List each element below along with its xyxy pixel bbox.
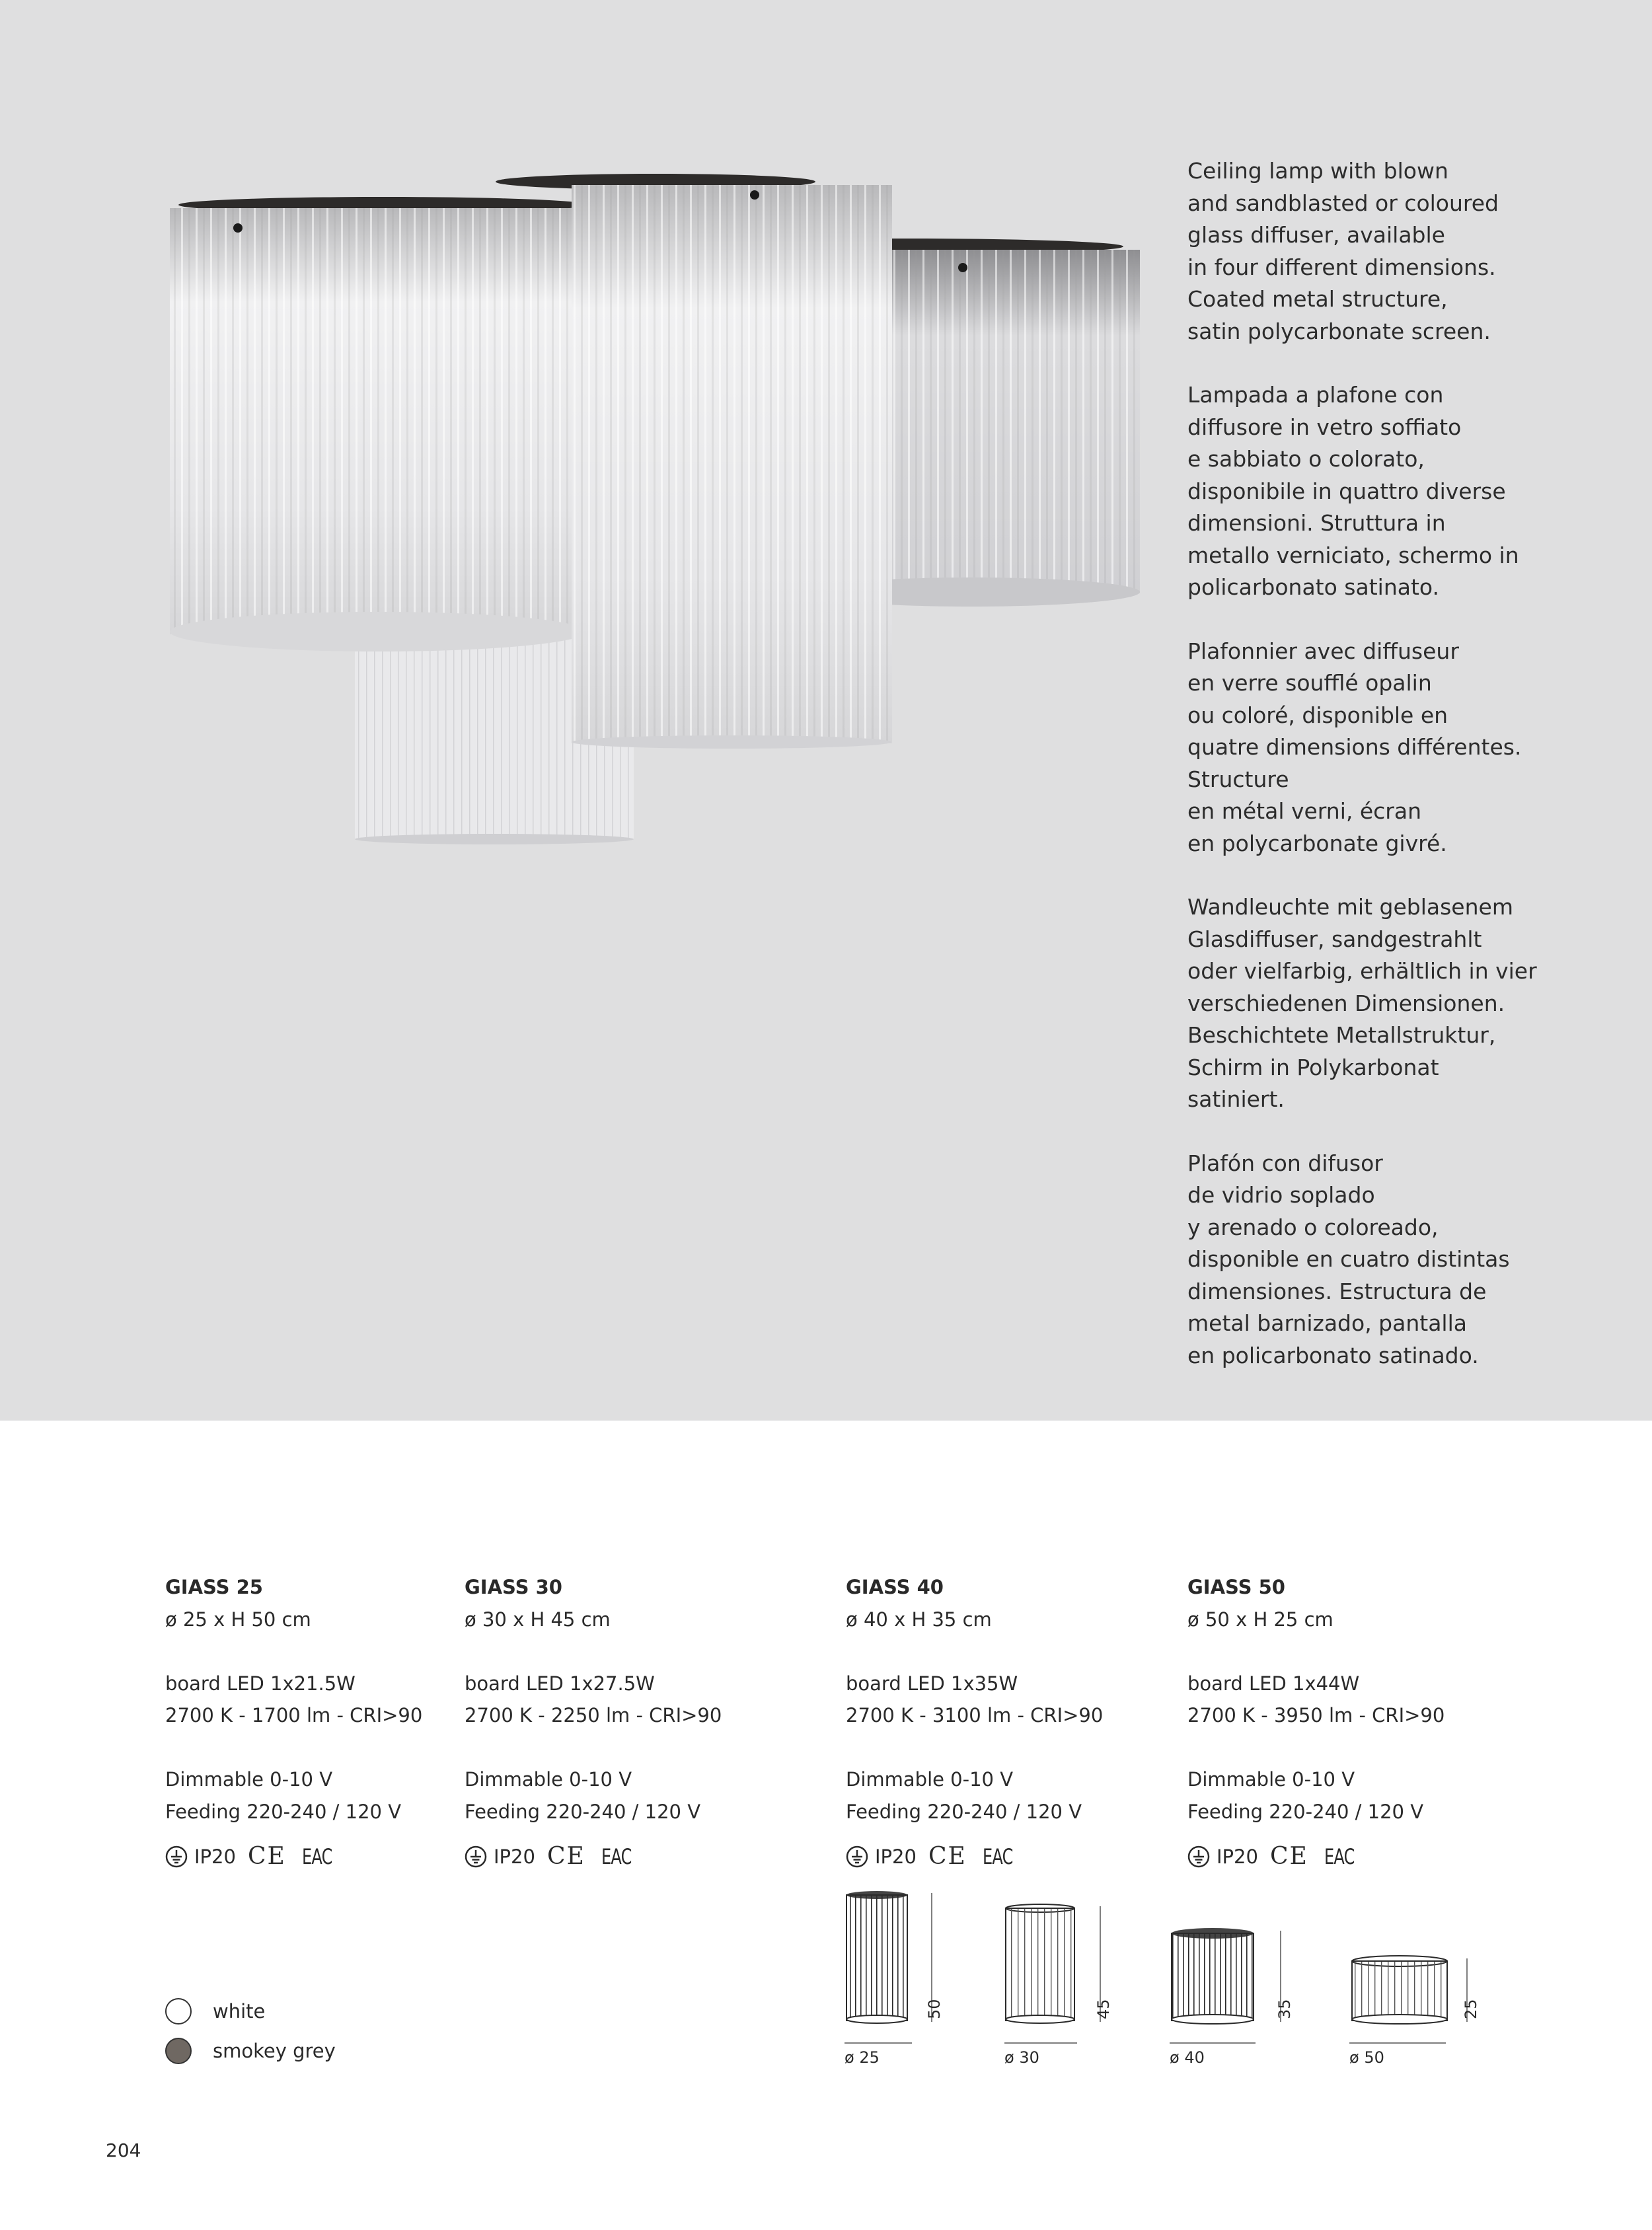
lamp-left-large [170, 197, 588, 651]
certifications [165, 1842, 509, 1871]
product-description [1187, 155, 1624, 1403]
drawing-giass-25 [845, 1891, 944, 2067]
model-dimmable: Dimmable 0-10 V [165, 1768, 333, 1791]
lamp-product-image [152, 159, 1156, 852]
spec-giass-50 [1187, 1571, 1531, 1871]
model-led: board LED 1x44W [1187, 1672, 1360, 1695]
model-size: ø 40 x H 35 cm [846, 1608, 992, 1631]
ce-mark-icon: CE [247, 1842, 286, 1870]
smokey-grey-swatch-icon [165, 2038, 192, 2064]
height-label: 50 [925, 1999, 944, 2019]
drawing-giass-30 [1004, 1904, 1113, 2067]
certifications [846, 1842, 1189, 1871]
earth-ground-icon [1187, 1845, 1210, 1868]
diameter-label: ø 30 [1004, 2048, 1039, 2067]
ip-rating: IP20 [494, 1845, 535, 1868]
ip-rating: IP20 [875, 1845, 917, 1868]
page-number: 204 [106, 2139, 141, 2161]
description-english: Ceiling lamp with blown and sandblasted or coloured glass diffuser, available in four different dimensions. Coated metal structure, satin polycarbonate screen. [1187, 158, 1499, 344]
white-swatch-icon [165, 1998, 192, 2025]
model-led: board LED 1x27.5W [465, 1672, 655, 1695]
ce-mark-icon: CE [546, 1842, 585, 1870]
model-led: board LED 1x21.5W [165, 1672, 356, 1695]
drawing-giass-40 [1170, 1928, 1294, 2067]
model-name: GIASS 40 [846, 1576, 944, 1598]
ce-mark-icon: CE [928, 1842, 967, 1870]
dimension-drawings [839, 1890, 1500, 2075]
finish-label: white [213, 2000, 266, 2023]
spec-giass-30 [465, 1571, 808, 1871]
finish-smokey-grey [165, 2038, 336, 2064]
certifications [465, 1842, 808, 1871]
finish-label: smokey grey [213, 2040, 336, 2062]
earth-ground-icon [846, 1845, 868, 1868]
model-light: 2700 K - 2250 lm - CRI>90 [465, 1704, 722, 1727]
ip-rating: IP20 [194, 1845, 236, 1868]
model-name: GIASS 25 [165, 1576, 263, 1598]
model-size: ø 30 x H 45 cm [465, 1608, 611, 1631]
spec-giass-25 [165, 1571, 509, 1871]
eac-mark-icon: EAC [1324, 1843, 1355, 1869]
model-name: GIASS 50 [1187, 1576, 1285, 1598]
model-feeding: Feeding 220-240 / 120 V [165, 1800, 402, 1823]
model-light: 2700 K - 1700 lm - CRI>90 [165, 1704, 423, 1727]
height-label: 25 [1462, 1999, 1480, 2019]
eac-mark-icon: EAC [301, 1843, 332, 1869]
eac-mark-icon: EAC [982, 1843, 1013, 1869]
diameter-label: ø 50 [1349, 2048, 1384, 2067]
model-dimmable: Dimmable 0-10 V [1187, 1768, 1355, 1791]
model-light: 2700 K - 3100 lm - CRI>90 [846, 1704, 1104, 1727]
certifications [1187, 1842, 1531, 1871]
description-german: Wandleuchte mit geblasenem Glasdiffuser, sandgestrahlt oder vielfarbig, erhältlich in vier verschiedenen Dimensionen. Beschichtete Metallstruktur, Schirm in Polykarbonat satiniert. [1187, 894, 1537, 1112]
description-spanish: Plafón con difusor de vidrio soplado y arenado o coloreado, disponible en cuatro distintas dimensiones. Estructura de metal barnizado, pantalla en policarbonato satinado. [1187, 1150, 1510, 1368]
model-light: 2700 K - 3950 lm - CRI>90 [1187, 1704, 1445, 1727]
finish-white [165, 1998, 265, 2025]
height-label: 35 [1275, 1999, 1294, 2019]
model-feeding: Feeding 220-240 / 120 V [465, 1800, 701, 1823]
eac-mark-icon: EAC [601, 1843, 632, 1869]
model-feeding: Feeding 220-240 / 120 V [846, 1800, 1082, 1823]
diameter-label: ø 40 [1170, 2048, 1205, 2067]
diameter-label: ø 25 [845, 2048, 880, 2067]
model-size: ø 25 x H 50 cm [165, 1608, 311, 1631]
ce-mark-icon: CE [1269, 1842, 1308, 1870]
spec-giass-40 [846, 1571, 1189, 1871]
height-label: 45 [1094, 1999, 1113, 2019]
model-size: ø 50 x H 25 cm [1187, 1608, 1333, 1631]
description-italian: Lampada a plafone con diffusore in vetro soffiato e sabbiato o colorato, disponibile in quattro diverse dimensioni. Struttura in metallo verniciato, schermo in policarbonato satinato. [1187, 382, 1519, 600]
earth-ground-icon [165, 1845, 188, 1868]
model-feeding: Feeding 220-240 / 120 V [1187, 1800, 1424, 1823]
model-led: board LED 1x35W [846, 1672, 1018, 1695]
model-dimmable: Dimmable 0-10 V [846, 1768, 1014, 1791]
ip-rating: IP20 [1217, 1845, 1258, 1868]
description-french: Plafonnier avec diffuseur en verre soufflé opalin ou coloré, disponible en quatre dimensions différentes. Structure en métal verni, écran en polycarbonate givré. [1187, 638, 1522, 856]
model-dimmable: Dimmable 0-10 V [465, 1768, 632, 1791]
earth-ground-icon [465, 1845, 487, 1868]
model-name: GIASS 30 [465, 1576, 562, 1598]
drawing-giass-50 [1349, 1956, 1480, 2067]
